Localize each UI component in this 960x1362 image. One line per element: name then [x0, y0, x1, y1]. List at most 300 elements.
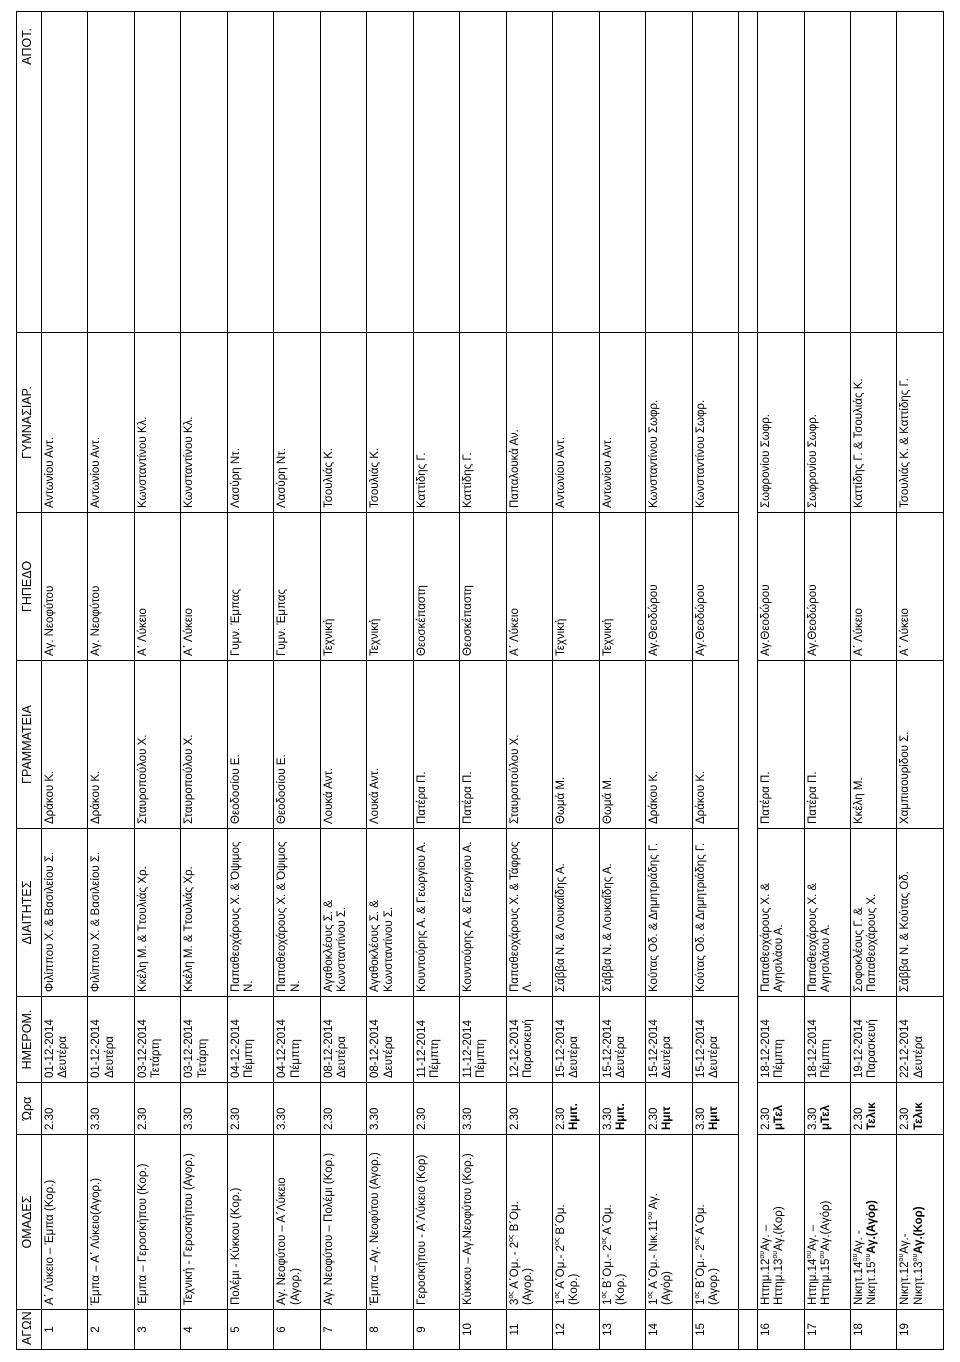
- teams-part: Β΄Ομ.: [508, 1201, 521, 1235]
- result-cell[interactable]: [367, 12, 413, 333]
- date-cell: [42, 997, 88, 1083]
- date-value: 15-12-2014: [648, 1019, 661, 1078]
- date-value: 22-12-2014: [899, 1019, 912, 1078]
- time-cell: 2.30: [506, 1083, 552, 1135]
- result-cell[interactable]: [897, 12, 944, 333]
- gap-cell: [739, 12, 758, 333]
- teams-part: Αγ.(Αγόρ): [866, 1200, 879, 1254]
- match-number: 17: [804, 1310, 850, 1350]
- result-cell[interactable]: [758, 12, 804, 333]
- teams-cell: [553, 1135, 599, 1310]
- section-gap: [739, 12, 758, 1350]
- day-value: Δευτέρα: [57, 1036, 70, 1078]
- teams-cell: [897, 1135, 944, 1310]
- match-number: 7: [320, 1310, 366, 1350]
- time-cell: 3.30: [367, 1083, 413, 1135]
- teams-cell: Αγ. Νεοφύτου – Πολέμι (Κορ.): [320, 1135, 366, 1310]
- header-venue: ΓΗΠΕΔΟ: [17, 513, 42, 661]
- venue-cell: Γυμν. Έμπας: [274, 513, 320, 661]
- date-cell: [897, 997, 944, 1083]
- teacher-cell: Κωνσταντίνου Κλ.: [181, 333, 227, 513]
- time-cell: [646, 1083, 692, 1135]
- referees-cell: Σοφοκλέους Γ. & Παπαθεοχάρους Χ.: [850, 829, 896, 997]
- table-row: [413, 12, 459, 1350]
- teams-part: Αγ.-: [899, 1233, 912, 1254]
- ordinal-suffix: ος: [507, 1234, 515, 1242]
- teams-part: 1: [694, 1298, 707, 1305]
- teams-part: 1: [648, 1298, 661, 1305]
- teams-category: (Κορ.): [614, 1273, 627, 1305]
- teams-cell: Τεχνική - Γεροσκήπου (Αγορ.): [181, 1135, 227, 1310]
- teams-part: Αγ. –: [760, 1224, 773, 1251]
- match-number: 4: [181, 1310, 227, 1350]
- match-number: 2: [88, 1310, 134, 1350]
- date-value: 04-12-2014: [276, 1019, 289, 1078]
- teams-cell: Γεροσκήπου - Α΄Λύκειο (Κορ): [413, 1135, 459, 1310]
- result-cell[interactable]: [42, 12, 88, 333]
- teams-cell: Αγ. Νεοφύτου – Α΄Λύκειο (Αγορ.): [274, 1135, 320, 1310]
- round-label: Ημιτ: [661, 1106, 674, 1130]
- table-row: [646, 12, 692, 1350]
- ordinal-suffix: ου: [911, 1253, 919, 1262]
- teams-part: Αγ.: [648, 1193, 661, 1212]
- table-row: [181, 12, 227, 1350]
- result-cell[interactable]: [413, 12, 459, 333]
- date-value: 01-12-2014: [90, 1019, 103, 1078]
- match-number: 16: [758, 1310, 804, 1350]
- header-row: [17, 12, 42, 1350]
- time-value: 3.30: [694, 1107, 707, 1130]
- teams-part: Αγ. –: [806, 1224, 819, 1251]
- result-cell[interactable]: [320, 12, 366, 333]
- teams-cell: [692, 1135, 738, 1310]
- secretary-cell: Θωμά Μ.: [553, 661, 599, 829]
- table-row: [553, 12, 599, 1350]
- referees-cell: Κούτας Οδ. & Δημητριάδης Γ.: [692, 829, 738, 997]
- day-value: Πέμπτη: [289, 1039, 302, 1078]
- teams-cell: Α΄ Λύκειο – Έμπα (Κορ.): [42, 1135, 88, 1310]
- match-number: 10: [460, 1310, 506, 1350]
- table-row: [758, 12, 804, 1350]
- table-row: [460, 12, 506, 1350]
- teacher-cell: Καττίδης Γ.: [460, 333, 506, 513]
- secretary-cell: Χαμπιαουρίδου Σ.: [897, 661, 944, 829]
- venue-cell: Αγ. Νεοφύτου: [42, 513, 88, 661]
- venue-cell: Γυμν. Έμπας: [227, 513, 273, 661]
- day-value: Δευτέρα: [661, 1036, 674, 1078]
- teams-part: Αγ.(Κορ): [912, 1206, 925, 1254]
- time-value: 2.30: [899, 1107, 912, 1130]
- teacher-cell: Αντωνίου Αντ.: [599, 333, 645, 513]
- day-value: Πέμπτη: [819, 1039, 832, 1078]
- venue-cell: Τεχνική: [320, 513, 366, 661]
- referees-cell: Παπαθεοχάρους Χ. & Όψιμος Ν.: [227, 829, 273, 997]
- teams-part: Νικητ.13: [912, 1261, 925, 1305]
- time-cell: 3.30: [460, 1083, 506, 1135]
- match-number: 13: [599, 1310, 645, 1350]
- table-row: [227, 12, 273, 1350]
- time-cell: [804, 1083, 850, 1135]
- time-value: 2.30: [852, 1107, 865, 1130]
- date-value: 18-12-2014: [806, 1019, 819, 1078]
- secretary-cell: Δράκου Κ.: [42, 661, 88, 829]
- teams-part: Β΄Ομ.- 2: [601, 1244, 614, 1292]
- teams-part: Α΄Ομ.- 2: [555, 1245, 568, 1292]
- header-match: ΑΓΩΝ: [17, 1310, 42, 1350]
- match-number: 11: [506, 1310, 552, 1350]
- round-label: Τελικ: [866, 1102, 879, 1130]
- referees-cell: Παπαθεοχάρους Χ. & Τάφρος Λ.: [506, 829, 552, 997]
- date-cell: [134, 997, 180, 1083]
- secretary-cell: Σταυροπούλου Χ.: [181, 661, 227, 829]
- venue-cell: Τεχνική: [367, 513, 413, 661]
- referees-cell: Παπαθεοχάρους Χ. & Αγησιλάου Α.: [804, 829, 850, 997]
- teams-cell: [758, 1135, 804, 1310]
- header-referees: ΔΙΑΙΤΗΤΕΣ: [17, 829, 42, 997]
- teams-part: Νικητ.12: [899, 1261, 912, 1305]
- teams-part: 1: [601, 1298, 614, 1305]
- ordinal-suffix: ος: [554, 1237, 562, 1246]
- date-value: 03-12-2014: [136, 1019, 149, 1078]
- referees-cell: Φιλίππου Χ. & Βασιλείου Σ.: [42, 829, 88, 997]
- venue-cell: Αγ.Θεοδώρου: [646, 513, 692, 661]
- day-value: Τετάρτη: [150, 1038, 163, 1078]
- secretary-cell: Θεοδοσίου Ε.: [274, 661, 320, 829]
- ordinal-suffix: ος: [693, 1237, 701, 1245]
- date-value: 18-12-2014: [760, 1019, 773, 1078]
- venue-cell: Αγ.Θεοδώρου: [692, 513, 738, 661]
- result-cell[interactable]: [460, 12, 506, 333]
- day-value: Δευτέρα: [336, 1036, 349, 1078]
- time-cell: [692, 1083, 738, 1135]
- teams-cell: Πολέμι - Κύκκου (Κορ.): [227, 1135, 273, 1310]
- time-cell: [553, 1083, 599, 1135]
- teams-part: Ηττημ.12: [760, 1258, 773, 1305]
- teacher-cell: Λασύρη Ντ.: [274, 333, 320, 513]
- date-cell: [227, 997, 273, 1083]
- date-cell: [274, 997, 320, 1083]
- referees-cell: Αγαθοκλέους Σ. & Κωνσταντίνου Σ.: [320, 829, 366, 997]
- teams-part: Β΄Ομ.: [555, 1204, 568, 1238]
- day-value: Πέμπτη: [428, 1039, 441, 1078]
- result-cell[interactable]: [599, 12, 645, 333]
- referees-cell: Παπαθεοχάρους Χ. & Αγησιλάου Α.: [758, 829, 804, 997]
- teacher-cell: Τσουλιάς Κ.: [320, 333, 366, 513]
- time-value: 3.30: [601, 1107, 614, 1130]
- date-value: 08-12-2014: [322, 1019, 335, 1078]
- round-label: Τελικ: [912, 1102, 925, 1130]
- venue-cell: Αγ.Θεοδώρου: [804, 513, 850, 661]
- teacher-cell: Παπαλουκά Αν.: [506, 333, 552, 513]
- table-row: [599, 12, 645, 1350]
- teacher-cell: Καττίδης Γ.: [413, 333, 459, 513]
- teams-part: Β΄Ομ.- 2: [694, 1244, 707, 1292]
- date-value: 15-12-2014: [555, 1019, 568, 1078]
- teacher-cell: Αντωνίου Αντ.: [88, 333, 134, 513]
- ordinal-suffix: ος: [693, 1291, 701, 1299]
- teams-part: Αγ. -: [852, 1230, 865, 1254]
- secretary-cell: Σταυροπούλου Χ.: [506, 661, 552, 829]
- result-cell[interactable]: [134, 12, 180, 333]
- date-cell: [850, 997, 896, 1083]
- header-result: ΑΠΟΤ.: [17, 12, 42, 333]
- time-cell: 3.30: [181, 1083, 227, 1135]
- teacher-cell: Κωνσταντίνου Κλ.: [134, 333, 180, 513]
- match-number: 18: [850, 1310, 896, 1350]
- time-cell: 2.30: [227, 1083, 273, 1135]
- secretary-cell: Θωμά Μ.: [599, 661, 645, 829]
- time-value: 3.30: [806, 1107, 819, 1130]
- day-value: Δευτέρα: [707, 1036, 720, 1078]
- teams-part: Α΄Ομ. - 2: [508, 1241, 521, 1292]
- teams-part: Α΄Ομ.- Νικ.11: [648, 1219, 661, 1292]
- table-row: [692, 12, 738, 1350]
- ordinal-suffix: ος: [647, 1291, 655, 1299]
- table-row: [274, 12, 320, 1350]
- referees-cell: Κουντούρης Α. & Γεωργίου Α.: [413, 829, 459, 997]
- secretary-cell: Πατέρα Π.: [413, 661, 459, 829]
- teams-part: Νικητ.14: [852, 1261, 865, 1305]
- table-row: [42, 12, 88, 1350]
- match-number: 6: [274, 1310, 320, 1350]
- result-cell[interactable]: [181, 12, 227, 333]
- round-label: μΤελ: [819, 1104, 832, 1130]
- match-number: 1: [42, 1310, 88, 1350]
- date-value: 11-12-2014: [462, 1020, 475, 1078]
- ordinal-suffix: ος: [600, 1291, 608, 1299]
- date-cell: [320, 997, 366, 1083]
- ordinal-suffix: ου: [818, 1250, 826, 1259]
- time-value: 2.30: [760, 1107, 773, 1130]
- teacher-cell: Αντωνίου Αντ.: [42, 333, 88, 513]
- table-row: [88, 12, 134, 1350]
- venue-cell: Θεοσκέπαστη: [413, 513, 459, 661]
- secretary-cell: Κκέλη Μ.: [850, 661, 896, 829]
- table-row: [134, 12, 180, 1350]
- venue-cell: Α΄ Λύκειο: [134, 513, 180, 661]
- day-value: Δευτέρα: [103, 1036, 116, 1078]
- day-value: Δευτέρα: [614, 1036, 627, 1078]
- ordinal-suffix: ου: [898, 1253, 906, 1262]
- header-secretary: ΓΡΑΜΜΑΤΕΙΑ: [17, 661, 42, 829]
- teams-cell: Κύκκου – Αγ.Νεοφύτου (Κορ.): [460, 1135, 506, 1310]
- venue-cell: Τεχνική: [599, 513, 645, 661]
- match-number: 14: [646, 1310, 692, 1350]
- date-cell: [367, 997, 413, 1083]
- secretary-cell: Θεοδοσίου Ε.: [227, 661, 273, 829]
- result-cell[interactable]: [692, 12, 738, 333]
- teacher-cell: Λασύρη Ντ.: [227, 333, 273, 513]
- match-number: 19: [897, 1310, 944, 1350]
- ordinal-suffix: ου: [647, 1211, 655, 1220]
- date-cell: [506, 997, 552, 1083]
- teams-cell: Έμπα – Αγ. Νεοφύτου (Αγορ.): [367, 1135, 413, 1310]
- header-teacher: ΓΥΜΝΑΣΙΑΡ.: [17, 333, 42, 513]
- date-cell: [646, 997, 692, 1083]
- teams-part: Α΄Ομ.: [601, 1204, 614, 1238]
- secretary-cell: Δράκου Κ.: [88, 661, 134, 829]
- result-cell[interactable]: [850, 12, 896, 333]
- date-value: 01-12-2014: [44, 1019, 56, 1078]
- referees-cell: Σάββα Ν. & Λουκαΐδης Α.: [553, 829, 599, 997]
- venue-cell: Θεοσκέπαστη: [460, 513, 506, 661]
- round-label: Ημιτ.: [568, 1103, 581, 1130]
- time-value: 2.30: [555, 1107, 568, 1130]
- ordinal-suffix: ου: [805, 1250, 813, 1259]
- round-label: μΤελ: [773, 1104, 786, 1130]
- result-cell[interactable]: [804, 12, 850, 333]
- teams-cell: Έμπα – Γεροσκήπου (Κορ.): [134, 1135, 180, 1310]
- gap-cell: [739, 1310, 758, 1350]
- date-cell: [460, 997, 506, 1083]
- table-row: [506, 12, 552, 1350]
- venue-cell: Αγ.Θεοδώρου: [758, 513, 804, 661]
- ordinal-suffix: ος: [600, 1237, 608, 1245]
- venue-cell: Α΄ Λύκειο: [897, 513, 944, 661]
- day-value: Πέμπτη: [243, 1039, 256, 1078]
- day-value: Δευτέρα: [912, 1036, 925, 1078]
- secretary-cell: Λουκά Αντ.: [367, 661, 413, 829]
- gap-cell: [739, 333, 758, 1310]
- teacher-cell: Κωνσταντίνου Σωφρ.: [646, 333, 692, 513]
- result-cell[interactable]: [646, 12, 692, 333]
- teams-part: Αγ.(Κορ): [773, 1206, 786, 1251]
- venue-cell: Α΄ Λύκειο: [850, 513, 896, 661]
- date-value: 19-12-2014: [852, 1019, 865, 1078]
- teams-cell: Έμπα – Α΄ Λύκειο(Αγορ.): [88, 1135, 134, 1310]
- secretary-cell: Πατέρα Π.: [460, 661, 506, 829]
- result-cell[interactable]: [227, 12, 273, 333]
- time-cell: [599, 1083, 645, 1135]
- day-value: Πέμπτη: [475, 1039, 488, 1078]
- table-row: [850, 12, 896, 1350]
- table-row: [804, 12, 850, 1350]
- day-value: Πέμπτη: [773, 1039, 786, 1078]
- day-value: Δευτέρα: [382, 1036, 395, 1078]
- date-value: 11-12-2014: [415, 1020, 428, 1078]
- date-cell: [413, 997, 459, 1083]
- date-cell: [88, 997, 134, 1083]
- date-cell: [181, 997, 227, 1083]
- date-cell: [758, 997, 804, 1083]
- secretary-cell: Δράκου Κ.: [646, 661, 692, 829]
- referees-cell: Σάββα Ν. & Λουκαΐδης Α.: [599, 829, 645, 997]
- date-value: 08-12-2014: [369, 1019, 382, 1078]
- ordinal-suffix: ου: [772, 1250, 780, 1259]
- ordinal-suffix: ος: [507, 1291, 515, 1299]
- teacher-cell: Σωφρονίου Σωφρ.: [804, 333, 850, 513]
- teams-part: Α΄Ομ.: [694, 1204, 707, 1238]
- time-cell: [850, 1083, 896, 1135]
- date-cell: [692, 997, 738, 1083]
- teams-cell: [804, 1135, 850, 1310]
- referees-cell: Φιλίππου Χ. & Βασιλείου Σ.: [88, 829, 134, 997]
- result-cell[interactable]: [88, 12, 134, 333]
- teacher-cell: Σωφρονίου Σωφρ.: [758, 333, 804, 513]
- time-cell: 2.30: [42, 1083, 88, 1135]
- teacher-cell: Κωνσταντίνου Σωφρ.: [692, 333, 738, 513]
- time-cell: 2.30: [413, 1083, 459, 1135]
- day-value: Δευτέρα: [568, 1036, 581, 1078]
- venue-cell: Α΄ Λύκειο: [181, 513, 227, 661]
- teams-part: Νικητ.15: [866, 1261, 879, 1305]
- referees-cell: Κούτας Οδ. & Δημητριάδης Γ.: [646, 829, 692, 997]
- teacher-cell: Τσουλιάς Κ.: [367, 333, 413, 513]
- header-teams: ΟΜΑΔΕΣ: [17, 1135, 42, 1310]
- referees-cell: Αγαθοκλέους Σ. & Κωνσταντίνου Σ.: [367, 829, 413, 997]
- result-cell[interactable]: [553, 12, 599, 333]
- venue-cell: Α΄ Λύκειο: [506, 513, 552, 661]
- match-number: 15: [692, 1310, 738, 1350]
- match-number: 9: [413, 1310, 459, 1350]
- time-cell: 2.30: [320, 1083, 366, 1135]
- teams-category: (Αγόρ): [661, 1271, 674, 1305]
- header-time: Ώρα: [17, 1083, 42, 1135]
- date-value: 04-12-2014: [229, 1019, 242, 1078]
- teams-part: 3: [508, 1298, 521, 1305]
- secretary-cell: Πατέρα Π.: [804, 661, 850, 829]
- secretary-cell: Δράκου Κ.: [692, 661, 738, 829]
- result-cell[interactable]: [506, 12, 552, 333]
- teams-part: 1: [555, 1298, 568, 1305]
- teams-cell: [599, 1135, 645, 1310]
- schedule-table: [16, 11, 944, 1350]
- day-value: Τετάρτη: [196, 1038, 209, 1078]
- result-cell[interactable]: [274, 12, 320, 333]
- match-number: 3: [134, 1310, 180, 1350]
- secretary-cell: Πατέρα Π.: [758, 661, 804, 829]
- date-cell: [804, 997, 850, 1083]
- date-cell: [599, 997, 645, 1083]
- teams-category: (Αγορ.): [707, 1267, 720, 1305]
- referees-cell: Παπαθεοχάρους Χ. & Όψιμος Ν.: [274, 829, 320, 997]
- venue-cell: Αγ. Νεοφύτου: [88, 513, 134, 661]
- round-label: Ημιτ: [707, 1106, 720, 1130]
- date-value: 15-12-2014: [694, 1019, 707, 1078]
- day-value: Παρασκευή: [521, 1019, 534, 1078]
- time-value: 2.30: [648, 1107, 661, 1130]
- ordinal-suffix: ου: [852, 1253, 860, 1262]
- teams-part: Ηττημ.13: [773, 1258, 786, 1305]
- teams-cell: [646, 1135, 692, 1310]
- referees-cell: Σάββα Ν. & Κούτας Οδ.: [897, 829, 944, 997]
- ordinal-suffix: ου: [865, 1253, 873, 1262]
- secretary-cell: Λουκά Αντ.: [320, 661, 366, 829]
- venue-cell: Τεχνική: [553, 513, 599, 661]
- match-number: 5: [227, 1310, 273, 1350]
- date-value: 03-12-2014: [183, 1019, 196, 1078]
- match-number: 8: [367, 1310, 413, 1350]
- teacher-cell: Τσουλιάς Κ. & Καττίδης Γ.: [897, 333, 944, 513]
- round-label: Ημιτ.: [614, 1103, 627, 1130]
- teams-part: Ηττημ.15: [819, 1258, 832, 1305]
- time-cell: [758, 1083, 804, 1135]
- ordinal-suffix: ου: [759, 1250, 767, 1259]
- table-row: [320, 12, 366, 1350]
- teacher-cell: Αντωνίου Αντ.: [553, 333, 599, 513]
- teams-category: (Αγορ.): [521, 1267, 534, 1305]
- match-number: 12: [553, 1310, 599, 1350]
- referees-cell: Κκέλη Μ. & Ττουλιάς Χρ.: [134, 829, 180, 997]
- teacher-cell: Καττίδης Γ. & Τσουλιάς Κ.: [850, 333, 896, 513]
- time-cell: 3.30: [274, 1083, 320, 1135]
- referees-cell: Κουντούρης Α. & Γεωργίου Α.: [460, 829, 506, 997]
- secretary-cell: Σταυροπούλου Χ.: [134, 661, 180, 829]
- time-cell: 2.30: [134, 1083, 180, 1135]
- time-cell: 3.30: [88, 1083, 134, 1135]
- teams-cell: [506, 1135, 552, 1310]
- time-cell: [897, 1083, 944, 1135]
